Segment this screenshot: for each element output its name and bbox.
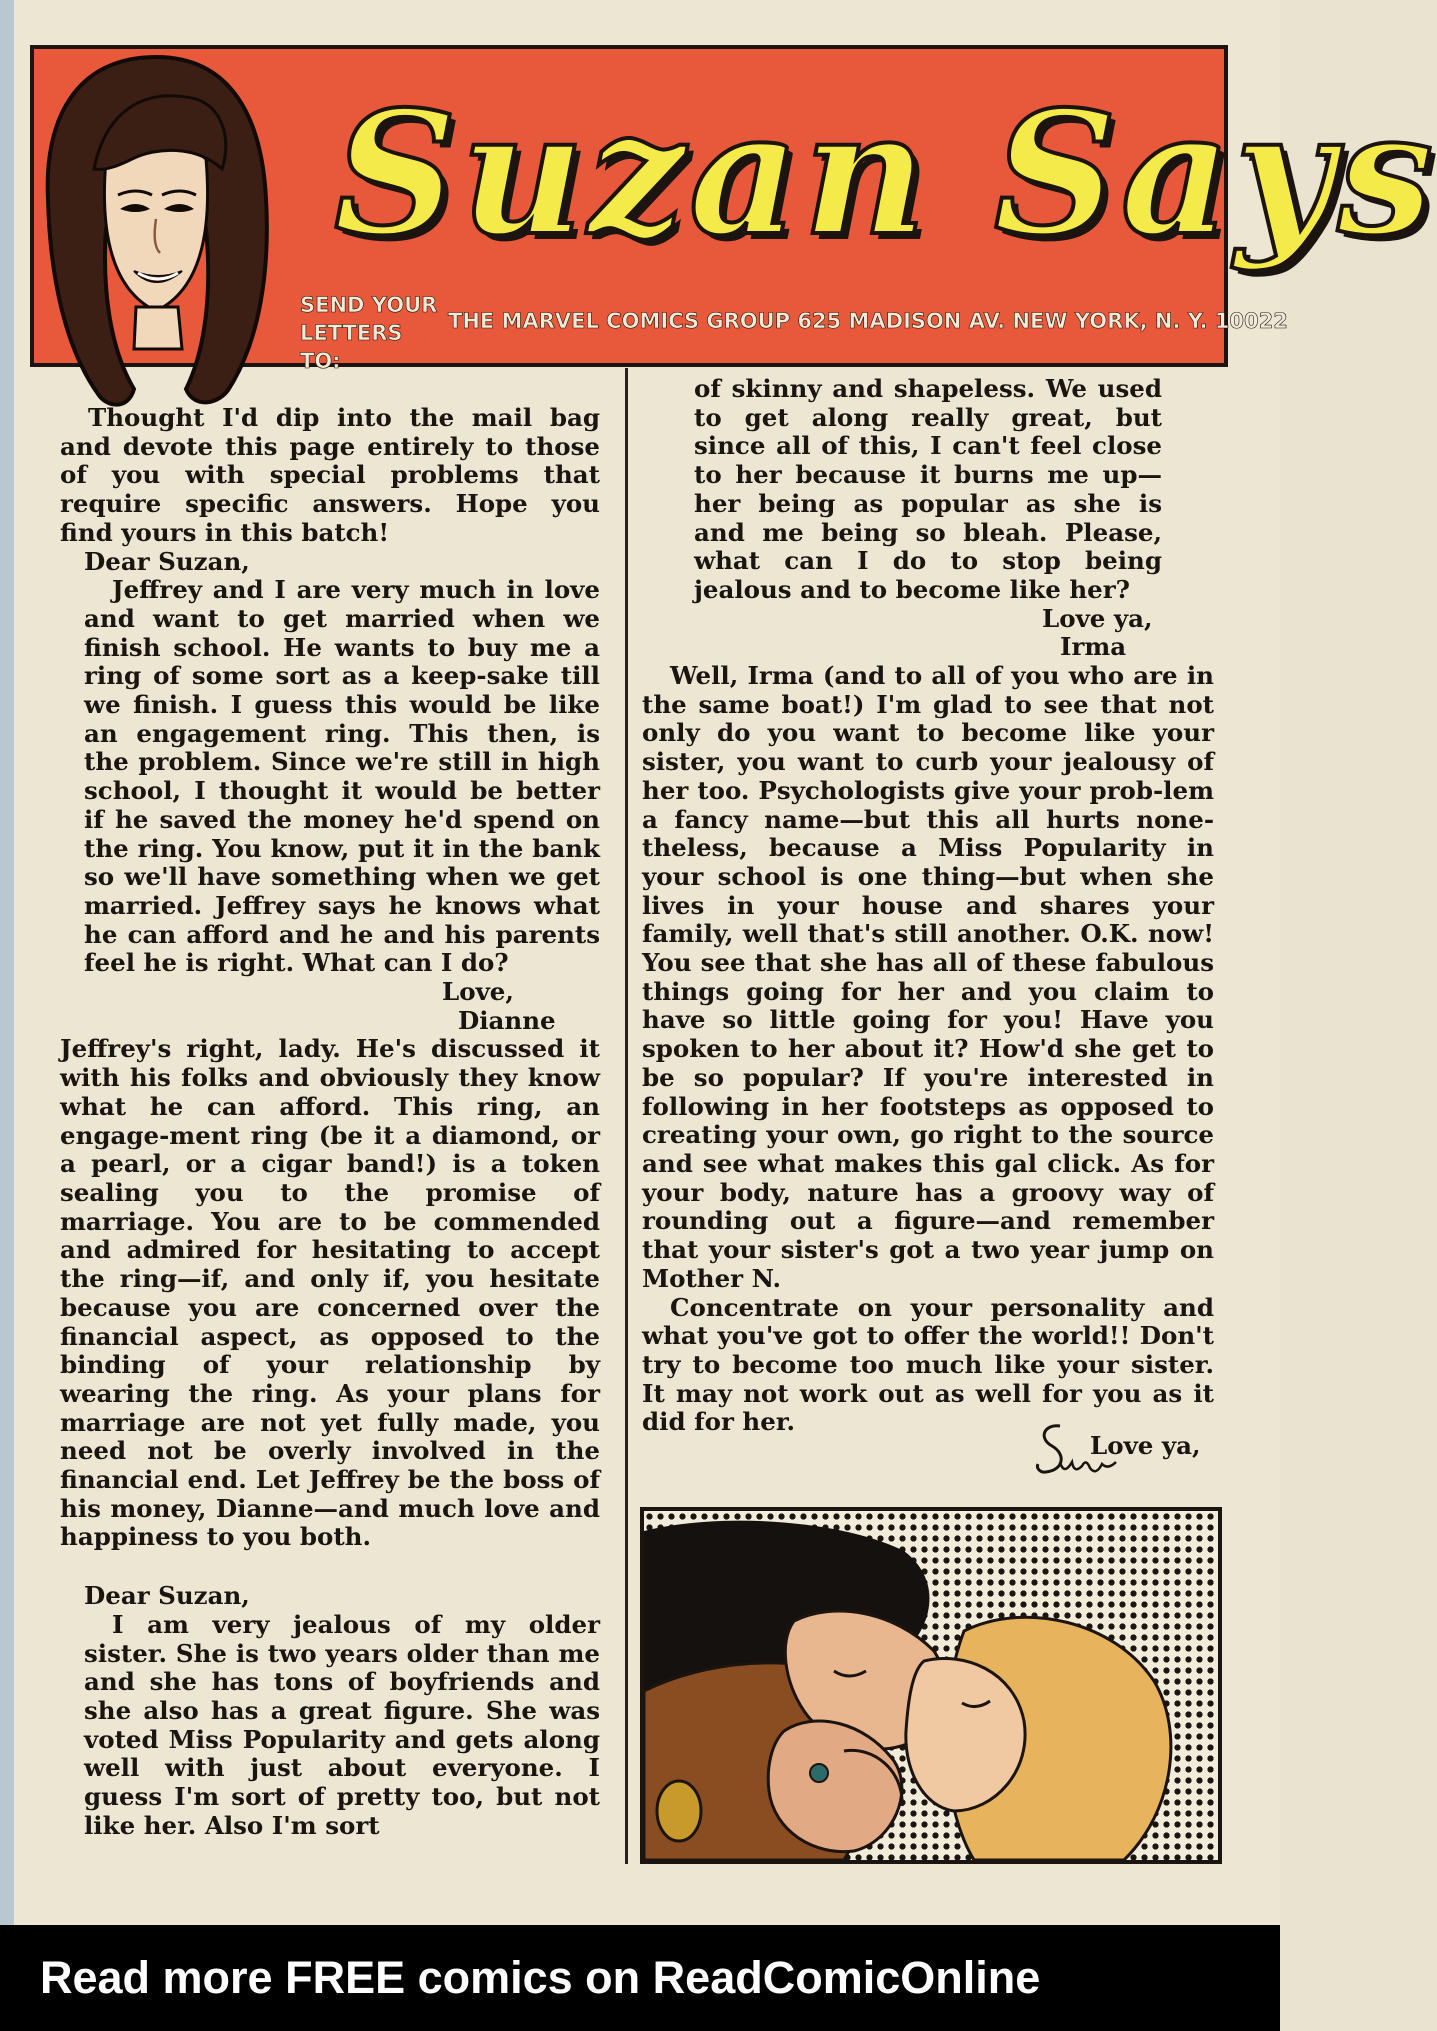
reply1-paragraph: Jeffrey's right, lady. He's discussed it with his folks and obviously they know what he can afford. This ring, an engage-ment ring (be it a diamond, or a pearl, or a cigar band!) is a token sealing you to the promise of marriage. You are to be commended and admired for hesitating to accept the ring—if, and only if, you hesitate because you are concerned over the financial aspect, as opposed to the binding of your relationship by wearing the ring. As your plans for marriage are not yet fully made, you need not be overly involved in the financial end. Let Jeffrey be the boss of his money, Dianne—and much love and happiness to you both. [60, 1034, 600, 1552]
letter1-name: Dianne [458, 1005, 556, 1035]
column-divider [625, 368, 628, 1864]
section-gap [60, 1552, 600, 1582]
letter2-signoff: Love ya, [1042, 603, 1153, 633]
ring-shape [810, 1764, 828, 1782]
neck-shape [134, 307, 182, 349]
intro-paragraph: Thought I'd dip into the mail bag and devote this page entirely to those of you with special problems that require specific answers. Hope you find yours in this batch! [60, 403, 600, 547]
suzan-portrait-illustration [36, 49, 276, 439]
final-signoff: Love ya, [1090, 1431, 1201, 1460]
reply2-paragraph-1: Well, Irma (and to all of you who are in the same boat!) I'm glad to see that not only do you want to become like your sister, you want to curb your jealousy of her too. Psychologists give your prob-lem a fancy name—but this all hurts none-theless, because a Miss Popularity in your school is one thing—but when she lives in your house and shares your family, well that's still another. O.K. now! You see that she has all of these fabulous things going for her and you claim to have so little going for you! Have you spoken to her about it? How'd she get to be so popular? If you're interested in following in her footsteps as opposed to creating your own, go right to the source and see what makes this gal click. As for your body, nature has a groovy way of rounding out a figure—and remember that your sister's got a two year jump on Mother N. [642, 661, 1214, 1293]
page-title: Suzan Says [334, 74, 1437, 274]
letter2-block [60, 1611, 600, 1841]
letter2-continued [642, 375, 1214, 605]
letter2-salutation: Dear Suzan, [84, 1581, 250, 1611]
letter1-block [60, 576, 600, 1035]
bracelet-shape [657, 1781, 701, 1841]
mailing-address: THE MARVEL COMICS GROUP 625 MADISON AV. NEW YORK, N. Y. 10022 [448, 309, 1288, 333]
footer-bar [0, 1925, 1280, 2031]
footer-promo-text: Read more FREE comics on ReadComicOnline [40, 1952, 1041, 2003]
send-letters-label: SEND YOUR LETTERS TO: [300, 293, 438, 373]
page-edge [0, 0, 14, 1925]
letter1-salutation: Dear Suzan, [84, 546, 250, 576]
left-column [60, 404, 600, 1840]
letter1-body: Jeffrey and I are very much in love and want to get married when we finish school. He wants to buy me a ring of some sort as a keep-sake till we finish. I guess this would be like an engagement ring. This then, is the problem. Since we're still in high school, I thought it would be better if he saved the money he'd spend on the ring. You know, put it in the bank so we'll have something when we get married. Jeffrey says he knows what he can afford and he and his parents feel he is right. What can I do? [84, 575, 600, 978]
right-column [642, 375, 1214, 1437]
letter2-body-part1: I am very jealous of my older sister. She is two years older than me and she has tons of boyfriends and she also has a great figure. She was voted Miss Popularity and gets along well with just about everyone. I guess I'm sort of pretty too, but not like her. Also I'm sort [84, 1609, 600, 1840]
kiss-panel-art [644, 1511, 1218, 1860]
reply2-paragraph-2: Concentrate on your personality and what you've got to offer the world!! Don't try to become too much like your sister. It may not work out as well for you as it did for her. [642, 1292, 1214, 1437]
kiss-panel-illustration [640, 1507, 1222, 1864]
letter1-signoff: Love, [442, 977, 514, 1007]
letter2-name: Irma [1060, 632, 1127, 662]
letter2-body-part2: of skinny and shapeless. We used to get along really great, but since all of this, I can't feel close to her because it burns me up—her being as popular as she is and me being so bleah. Please, what can I do to stop being jealous and to become like her? [694, 374, 1162, 604]
